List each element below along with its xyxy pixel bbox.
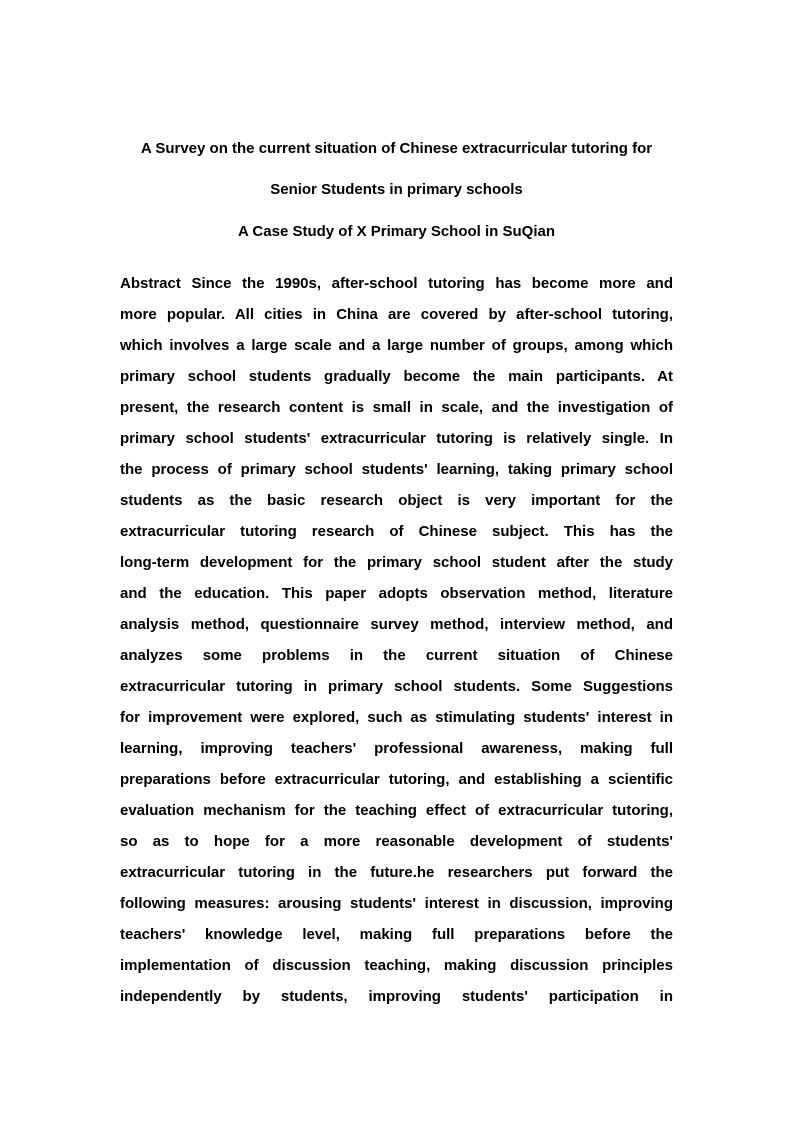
abstract-line: preparations before extracurricular tutoring, and establishing a scientific [120,771,673,788]
abstract-line: which involves a large scale and a large number of groups, among which [120,337,673,354]
abstract-line: analysis method, questionnaire survey method, interview method, and [120,616,673,633]
abstract-line: more popular. All cities in China are covered by after-school tutoring, [120,306,673,323]
abstract-line: following measures: arousing students' interest in discussion, improving [120,895,673,912]
abstract-line: the process of primary school students' learning, taking primary school [120,461,673,478]
abstract-line: teachers' knowledge level, making full preparations before the [120,926,673,943]
abstract-line: long-term development for the primary school student after the study [120,554,673,571]
document-title-line-1: A Survey on the current situation of Chinese extracurricular tutoring for [140,140,653,157]
abstract-line: primary school students' extracurricular tutoring is relatively single. In [120,430,673,447]
abstract-line: Abstract Since the 1990s, after-school tutoring has become more and [120,275,673,292]
document-subtitle: A Case Study of X Primary School in SuQian [237,223,555,240]
abstract-line: for improvement were explored, such as stimulating students' interest in [120,709,673,726]
abstract-line: students as the basic research object is very important for the [120,492,673,509]
document-title-line-2: Senior Students in primary schools [270,181,523,198]
abstract-line: primary school students gradually become the main participants. At [120,368,673,385]
abstract-line: learning, improving teachers' professional awareness, making full [120,740,673,757]
abstract-line: independently by students, improving students' participation in [120,988,673,1005]
abstract-line: implementation of discussion teaching, making discussion principles [120,957,673,974]
abstract-paragraph [120,268,673,1012]
abstract-line: analyzes some problems in the current situation of Chinese [120,647,673,664]
abstract-line: extracurricular tutoring in primary school students. Some Suggestions [120,678,673,695]
abstract-line: present, the research content is small in scale, and the investigation of [120,399,673,416]
abstract-line: evaluation mechanism for the teaching effect of extracurricular tutoring, [120,802,673,819]
abstract-line: extracurricular tutoring in the future.he researchers put forward the [120,864,673,881]
abstract-line: and the education. This paper adopts observation method, literature [120,585,673,602]
abstract-line: extracurricular tutoring research of Chinese subject. This has the [120,523,673,540]
abstract-line: so as to hope for a more reasonable development of students' [120,833,673,850]
